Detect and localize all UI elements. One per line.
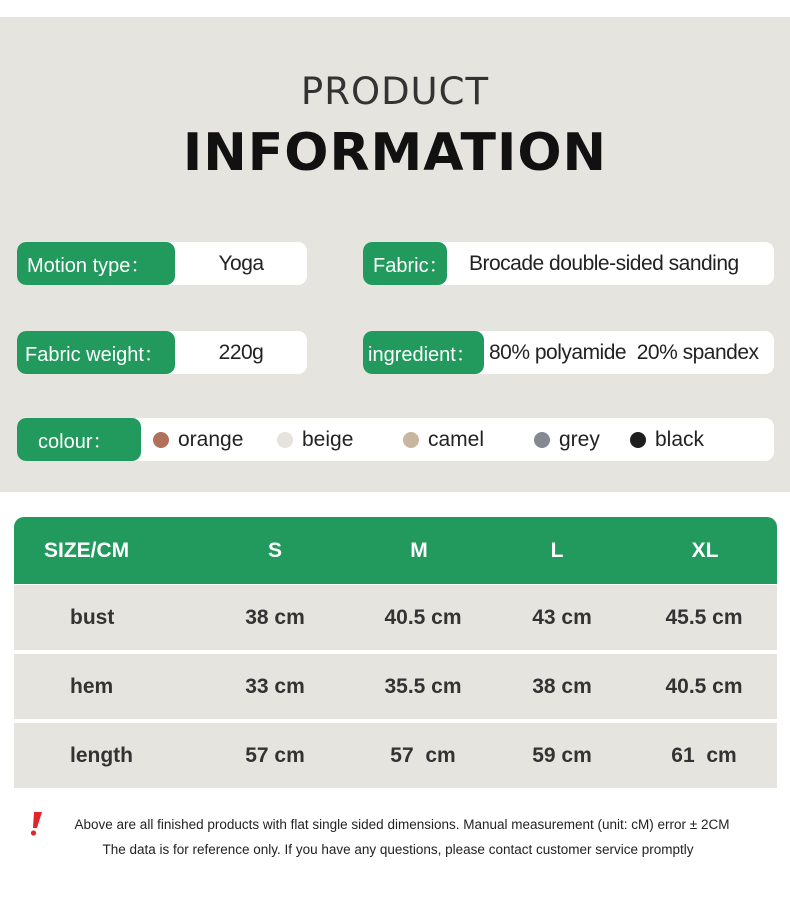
colour-name: grey — [559, 427, 600, 451]
colour-name: beige — [302, 427, 354, 451]
ingredient-value: 80% polyamide 20% spandex — [489, 340, 759, 364]
colour-option-camel — [403, 428, 534, 452]
note-line-1: Above are all finished products with flat single sided dimensions. Manual measurement (unit: cM) error ± 2CM — [74, 817, 730, 832]
table-cell: 38 cm — [532, 674, 592, 698]
colour-name: camel — [428, 427, 485, 451]
header-size-m: M — [410, 538, 428, 562]
note-line-2: The data is for reference only. If you have any questions, please contact customer service promptly — [102, 842, 694, 857]
table-row-hem — [14, 654, 777, 719]
table-cell: 57 cm — [390, 743, 456, 767]
colour-swatch-orange — [153, 432, 169, 448]
motion-type-value: Yoga — [218, 251, 264, 275]
colour-swatch-black — [630, 432, 646, 448]
colour-name: black — [655, 427, 705, 451]
row-label: length — [70, 743, 133, 767]
row-label: hem — [70, 674, 114, 698]
motion-type-field — [17, 242, 307, 285]
row-label: bust — [70, 605, 115, 629]
colour-swatch-beige — [277, 432, 293, 448]
title-information: INFORMATION — [182, 123, 608, 183]
table-cell: 40.5 cm — [665, 674, 743, 698]
colour-options — [141, 418, 704, 461]
colour-name: orange — [178, 427, 244, 451]
table-cell: 45.5 cm — [665, 605, 743, 629]
fabric-value: Brocade double-sided sanding — [469, 251, 739, 275]
table-cell: 61 cm — [671, 743, 737, 767]
fabric-label: Fabric： — [363, 242, 447, 285]
table-cell: 35.5 cm — [384, 674, 462, 698]
motion-type-label: Motion type： — [17, 242, 175, 285]
colour-swatch-camel — [403, 432, 419, 448]
table-cell: 38 cm — [245, 605, 305, 629]
header-size-cm: SIZE/CM — [44, 538, 130, 562]
fabric-field — [363, 242, 774, 285]
colour-option-black — [630, 428, 704, 452]
table-cell: 33 cm — [245, 674, 305, 698]
table-cell: 43 cm — [532, 605, 592, 629]
colour-label: colour： — [17, 418, 141, 461]
title-product: PRODUCT — [300, 70, 490, 113]
colour-field — [17, 418, 774, 461]
table-cell: 57 cm — [245, 743, 305, 767]
colour-option-beige — [277, 428, 403, 452]
ingredient-field — [363, 331, 774, 374]
table-row-length — [14, 723, 777, 788]
header-size-xl: XL — [691, 538, 719, 562]
fabric-weight-label: Fabric weight： — [17, 331, 175, 374]
colour-swatch-grey — [534, 432, 550, 448]
colour-option-orange — [153, 428, 277, 452]
colour-option-grey — [534, 428, 630, 452]
table-cell: 40.5 cm — [384, 605, 462, 629]
table-cell: 59 cm — [532, 743, 592, 767]
header-size-l: L — [550, 538, 564, 562]
fabric-weight-field — [17, 331, 307, 374]
table-row-bust — [14, 585, 777, 650]
ingredient-label: ingredient： — [363, 331, 484, 374]
size-table-header — [14, 517, 777, 584]
fabric-weight-value: 220g — [218, 340, 264, 364]
header-size-s: S — [267, 538, 282, 562]
